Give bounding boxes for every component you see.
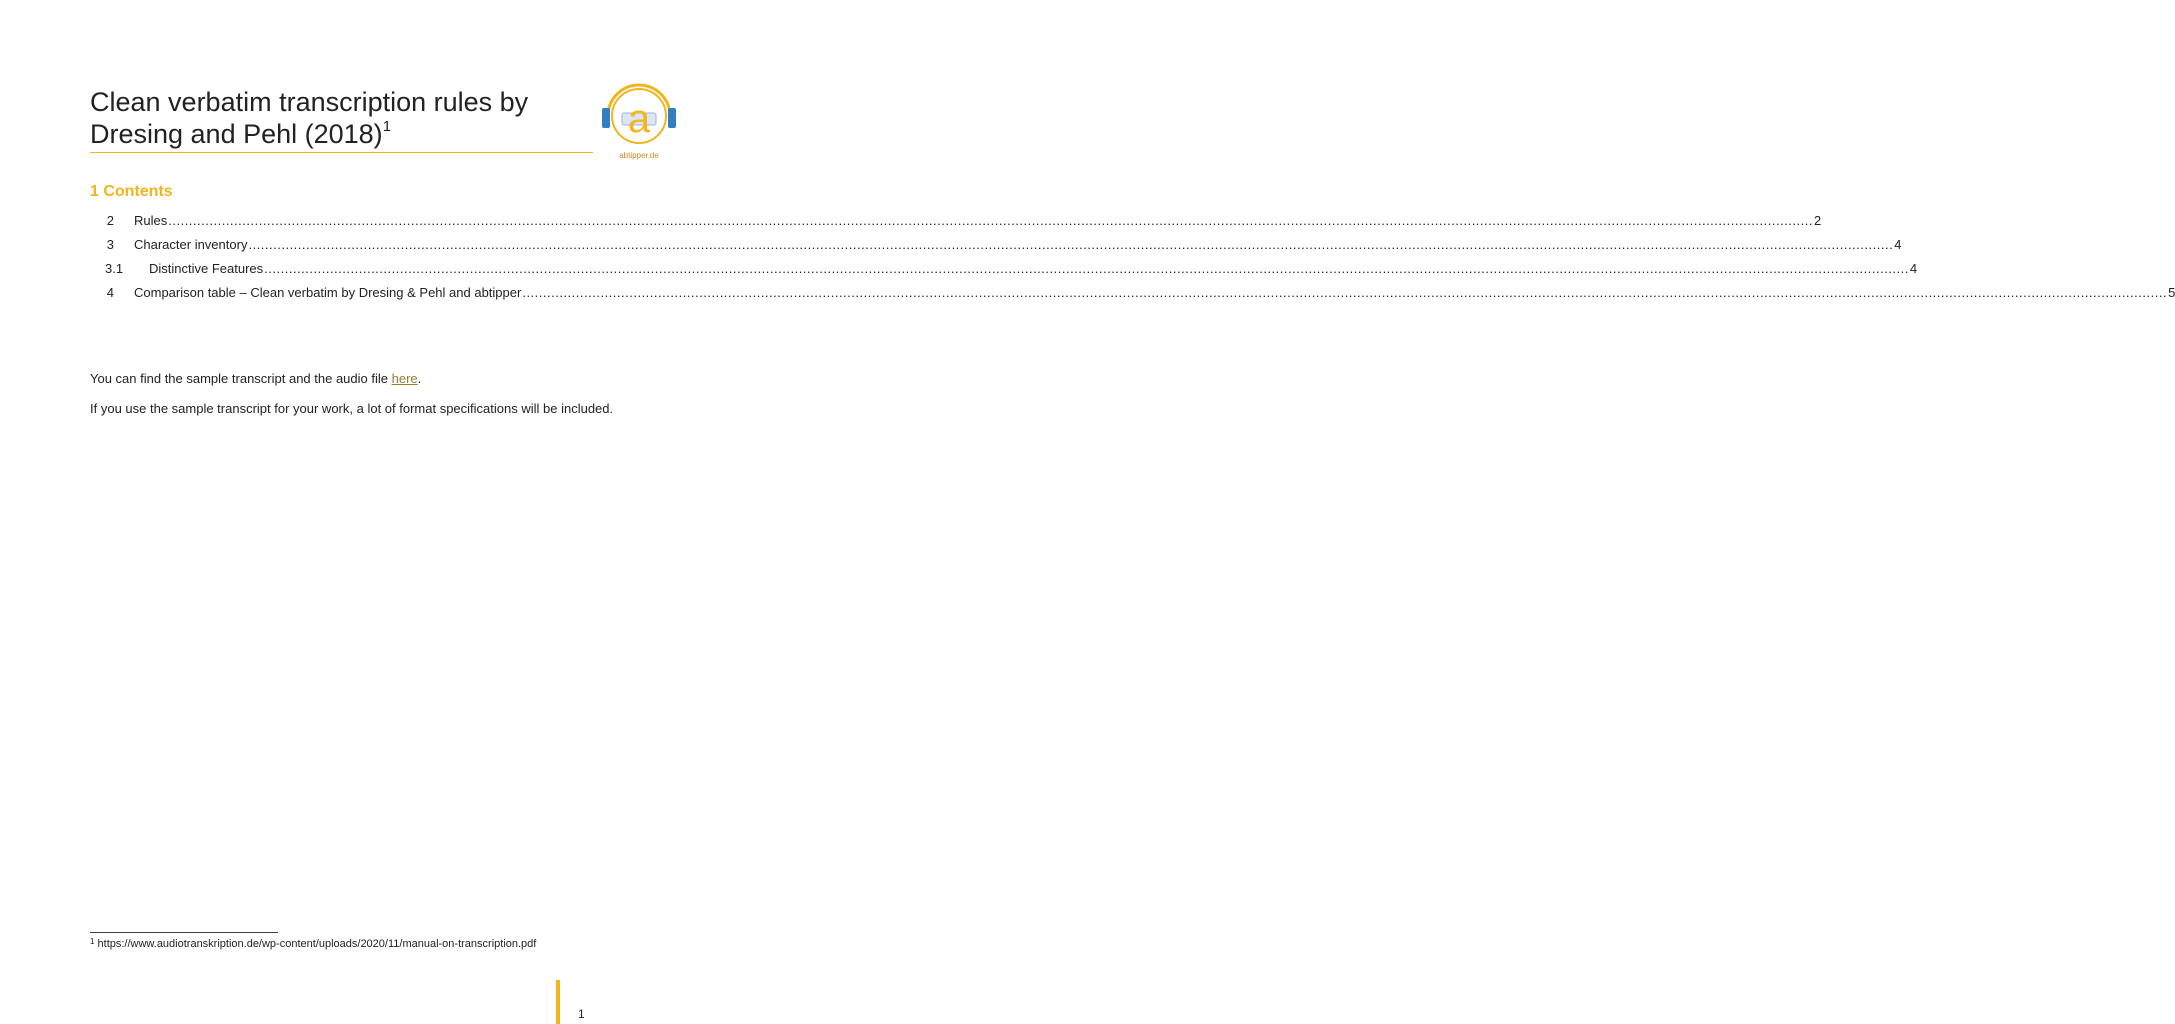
toc-leader-dots: ................................................................................................................................................................................................................................................................................................................................................................................................................ [248, 236, 1894, 252]
toc-entry-label: Comparison table – Clean verbatim by Dresing & Pehl and abtipper [134, 284, 522, 300]
toc-entry-page: 4 [1909, 260, 1918, 276]
page-number-bar [556, 980, 560, 1024]
toc-entry-page: 5 [2168, 284, 2175, 300]
page-number: 1 [578, 1007, 585, 1021]
document-title [90, 86, 610, 150]
logo-caption: abtipper.de [619, 151, 659, 160]
table-of-contents [90, 208, 2175, 304]
paragraph-text-after-link: . [417, 371, 422, 386]
logo-letter: a [627, 97, 651, 141]
footnote-separator [90, 932, 278, 933]
toc-entry-number: 3 [106, 236, 114, 252]
toc-entry-label: Character inventory [134, 236, 248, 252]
toc-entry[interactable] [90, 208, 1822, 232]
title-underline [90, 152, 593, 153]
footnote-marker: 1 [90, 937, 95, 946]
toc-leader-dots: ................................................................................................................................................................................................................................................................................................................................................................................................................ [264, 260, 1909, 276]
here-link[interactable]: here [391, 371, 418, 386]
toc-entry-number: 4 [106, 284, 114, 300]
headphone-logo-icon [598, 80, 680, 152]
sample-transcript-paragraph [90, 371, 421, 386]
format-specifications-paragraph: If you use the sample transcript for your work, a lot of format specifications will be included. [90, 401, 614, 416]
toc-entry-label: Rules [134, 212, 168, 228]
title-footnote-ref[interactable]: 1 [382, 118, 392, 135]
toc-entry-page: 2 [1813, 212, 1822, 228]
toc-entry-page: 4 [1894, 236, 1902, 252]
paragraph-text-before-link: You can find the sample transcript and the audio file [90, 371, 392, 386]
abtipper-logo [598, 80, 680, 164]
toc-entry-number: 3.1 [105, 260, 124, 276]
toc-entry-number: 2 [106, 212, 114, 228]
footnote [90, 938, 536, 950]
document-title-text: Clean verbatim transcription rules by Dresing and Pehl (2018) [90, 87, 529, 149]
toc-heading: 1 Contents [90, 183, 173, 200]
footnote-url[interactable]: https://www.audiotranskription.de/wp-content/uploads/2020/11/manual-on-transcription.pdf [97, 938, 537, 950]
toc-leader-dots: ................................................................................................................................................................................................................................................................................................................................................................................................................ [522, 284, 2168, 300]
toc-entry[interactable] [90, 256, 1918, 280]
toc-entry[interactable] [90, 232, 1902, 256]
toc-entry[interactable] [90, 280, 2175, 304]
toc-entry-label: Distinctive Features [149, 260, 264, 276]
toc-leader-dots: ................................................................................................................................................................................................................................................................................................................................................................................................................ [168, 212, 1813, 228]
